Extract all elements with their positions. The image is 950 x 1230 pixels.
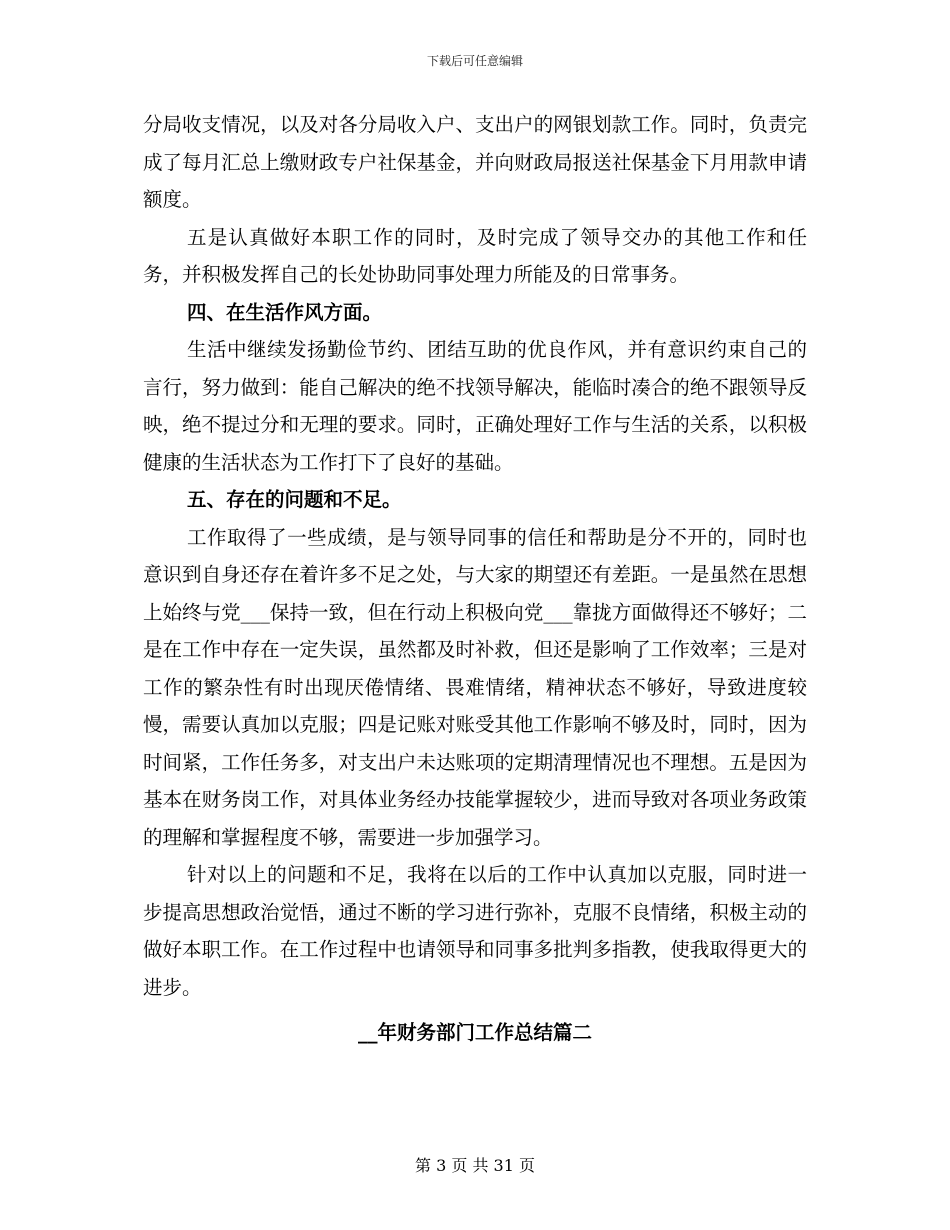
section-heading-four: 四、在生活作风方面。 (187, 300, 383, 324)
page-header: 下载后可任意编辑 (426, 54, 523, 68)
section-heading-five: 五、存在的问题和不足。 (187, 488, 402, 511)
document-section-title: __年财务部门工作总结篇二 (357, 1021, 592, 1044)
paragraph-improvement: 针对以上的问题和不足，我将在以后的工作中认真加以克服，同时进一步提高思想政治觉悟，通过不断的学习进行弥补，克服不良情绪，积极主动的做好本职工作。在工作过程中也请领导和同事多批判多指教，使我取得更大的进步。 (143, 863, 807, 999)
paragraph-item-five: 五是认真做好本职工作的同时，及时完成了领导交办的其他工作和任务，并积极发挥自己的长处协助同事处理力所能及的日常事务。 (143, 225, 807, 286)
paragraph-continued: 分局收支情况，以及对各分局收入户、支出户的网银划款工作。同时，负责完成了每月汇总上缴财政专户社保基金，并向财政局报送社保基金下月用款申请额度。 (143, 113, 807, 211)
paragraph-problems: 工作取得了一些成绩，是与领导同事的信任和帮助是分不开的，同时也意识到自身还存在着许多不足之处，与大家的期望还有差距。一是虽然在思想上始终与党___保持一致，但在行动上积极向党___靠拢方面做得还不够好；二是在工作中存在一定失误，虽然都及时补救，但还是影响了工作效率；三是对工作的繁杂性有时出现厌倦情绪、畏难情绪，精神状态不够好，导致进度较慢，需要认真加以克服；四是记账对账受其他工作影响不够及时，同时，因为时间紧，工作任务多，对支出户未达账项的定期清理情况也不理想。五是因为基本在财务岗工作，对具体业务经办技能掌握较少，进而导致对各项业务政策的理解和掌握程度不够，需要进一步加强学习。 (143, 525, 807, 849)
paragraph-lifestyle: 生活中继续发扬勤俭节约、团结互助的优良作风，并有意识约束自己的言行，努力做到：能自己解决的绝不找领导解决，能临时凑合的绝不跟领导反映，绝不提过分和无理的要求。同时，正确处理好工作与生活的关系，以积极健康的生活状态为工作打下了良好的基础。 (143, 338, 807, 474)
document-body (143, 106, 807, 1052)
page-number-footer: 第 3 页 共 31 页 (415, 1156, 535, 1175)
